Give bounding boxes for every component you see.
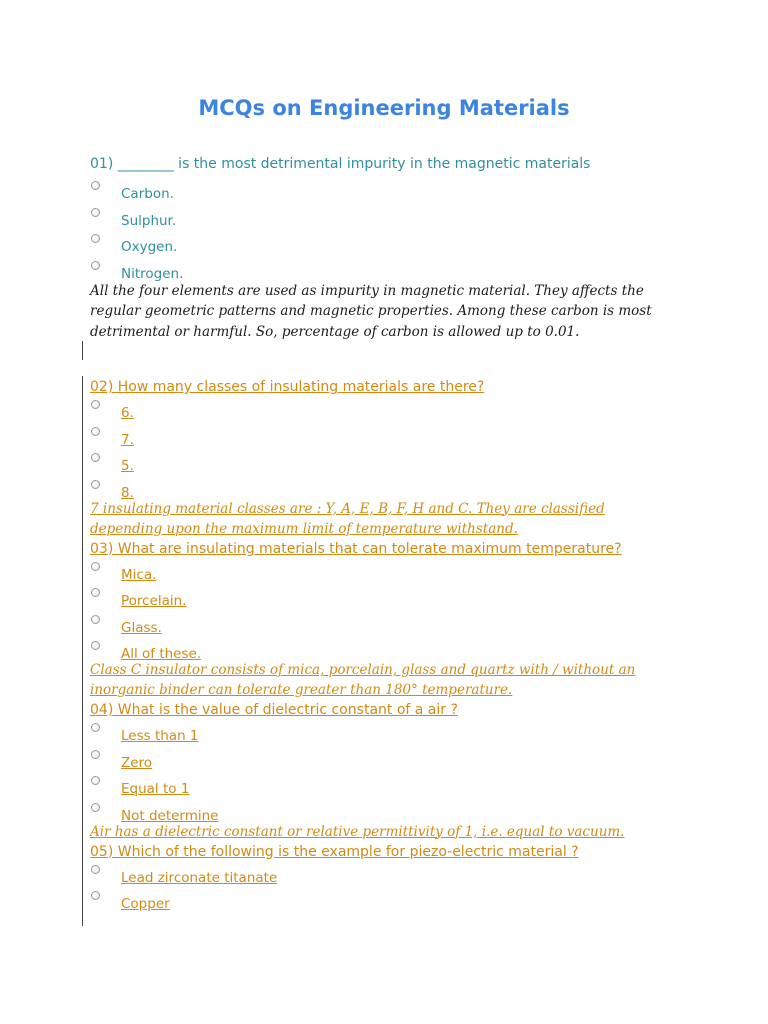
answer-option[interactable] xyxy=(90,258,690,282)
answer-option[interactable] xyxy=(90,477,710,499)
radio-button[interactable] xyxy=(91,803,100,812)
radio-button[interactable] xyxy=(91,588,100,597)
option-label[interactable]: All of these. xyxy=(121,646,202,662)
radio-button[interactable] xyxy=(91,261,100,270)
left-margin-rule xyxy=(82,376,83,926)
radio-button[interactable] xyxy=(91,776,100,785)
radio-button[interactable] xyxy=(91,181,100,190)
answer-option[interactable] xyxy=(90,585,710,612)
option-label[interactable]: Glass. xyxy=(121,619,162,636)
option-label[interactable]: 8. xyxy=(121,484,134,501)
answer-option[interactable] xyxy=(90,205,690,232)
radio-button[interactable] xyxy=(91,891,100,900)
radio-button[interactable] xyxy=(91,427,100,436)
question-text[interactable]: 04) What is the value of dielectric constant of a air ? xyxy=(90,702,458,718)
answer-option[interactable] xyxy=(90,638,710,660)
answer-option[interactable] xyxy=(90,888,710,915)
option-label: Sulphur. xyxy=(121,212,177,229)
radio-button[interactable] xyxy=(91,400,100,409)
linked-questions xyxy=(90,377,710,915)
option-label: Oxygen. xyxy=(121,239,178,255)
answer-explanation[interactable]: Class C insulator consists of mica, porcelain, glass and quartz with / without an inorganic binder can tolerate greater than 180° temperature. xyxy=(90,662,636,698)
radio-button[interactable] xyxy=(91,234,100,243)
answer-option[interactable] xyxy=(90,397,710,424)
answer-option[interactable] xyxy=(90,559,710,586)
option-label[interactable]: Copper xyxy=(121,896,170,912)
answer-explanation[interactable]: Air has a dielectric constant or relative permittivity of 1, i.e. equal to vacuum. xyxy=(90,823,625,840)
answer-option[interactable] xyxy=(90,747,710,774)
answer-option[interactable] xyxy=(90,862,710,889)
option-label: Nitrogen. xyxy=(121,265,184,282)
radio-button[interactable] xyxy=(91,723,100,732)
radio-button[interactable] xyxy=(91,562,100,571)
radio-button[interactable] xyxy=(91,750,100,759)
answer-explanation[interactable]: 7 insulating material classes are : Y, A, E, B, F, H and C. They are classified depending upon the maximum limit of temperature withstand. xyxy=(90,500,605,537)
answer-option[interactable] xyxy=(90,612,710,639)
text-cursor-bar xyxy=(82,341,83,360)
answer-option[interactable] xyxy=(90,231,690,258)
answer-option[interactable] xyxy=(90,720,710,747)
radio-button[interactable] xyxy=(91,865,100,874)
answer-option[interactable] xyxy=(90,800,710,822)
question-text[interactable]: 05) Which of the following is the example for piezo-electric material ? xyxy=(90,843,579,860)
radio-button[interactable] xyxy=(91,453,100,462)
answer-explanation: All the four elements are used as impurity in magnetic material. They affects the regular geometric patterns and magnetic properties. Among these carbon is most detrimental or harmful. So, percentage of carbon is allowed up to 0.01. xyxy=(90,282,652,340)
question-text: 01) ________ is the most detrimental impurity in the magnetic materials xyxy=(90,156,591,172)
question-text[interactable]: 02) How many classes of insulating materials are there? xyxy=(90,379,485,395)
answer-option[interactable] xyxy=(90,178,690,205)
answer-option[interactable] xyxy=(90,450,710,477)
option-label[interactable]: Mica. xyxy=(121,566,157,583)
option-label[interactable]: Equal to 1 xyxy=(121,781,190,797)
option-label[interactable]: Lead zirconate titanate xyxy=(121,869,278,886)
radio-button[interactable] xyxy=(91,615,100,624)
radio-button[interactable] xyxy=(91,480,100,489)
answer-option[interactable] xyxy=(90,424,710,451)
option-label[interactable]: 6. xyxy=(121,405,134,421)
option-label[interactable]: 5. xyxy=(121,458,134,474)
option-label[interactable]: Porcelain. xyxy=(121,593,187,609)
radio-button[interactable] xyxy=(91,641,100,650)
option-label[interactable]: 7. xyxy=(121,431,134,448)
answer-option[interactable] xyxy=(90,773,710,800)
option-label[interactable]: Zero xyxy=(121,754,153,771)
option-label[interactable]: Not determine xyxy=(121,807,219,824)
option-label: Carbon. xyxy=(121,186,174,202)
question-1 xyxy=(90,154,690,342)
question-text[interactable]: 03) What are insulating materials that can tolerate maximum temperature? xyxy=(90,540,622,557)
document-title: MCQs on Engineering Materials xyxy=(198,96,570,120)
option-label[interactable]: Less than 1 xyxy=(121,728,199,744)
radio-button[interactable] xyxy=(91,208,100,217)
